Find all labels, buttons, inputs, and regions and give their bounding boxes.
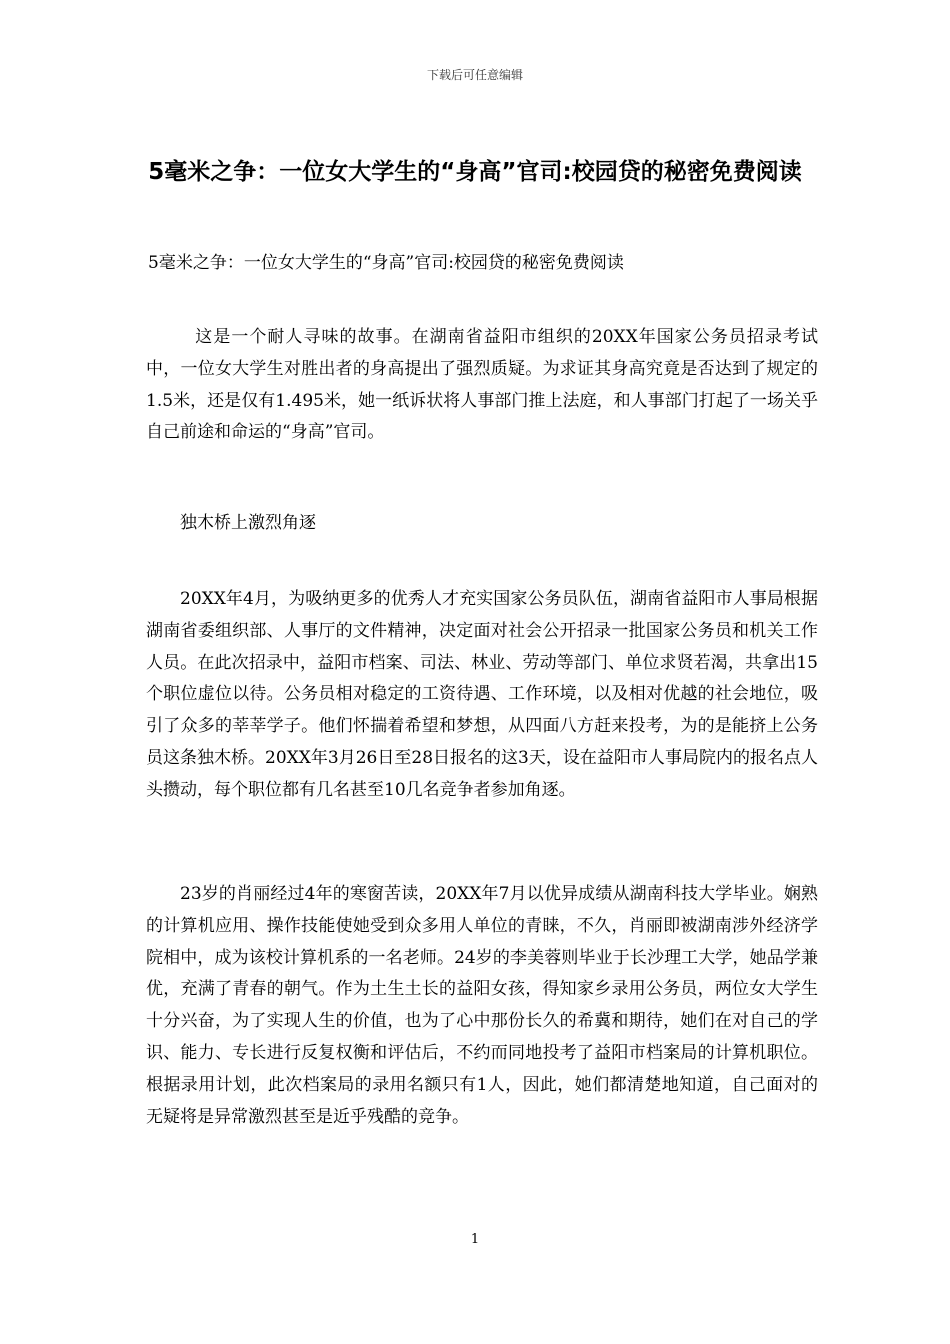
document-subtitle: 5毫米之争：一位女大学生的“身高”官司:校园贷的秘密免费阅读 (148, 253, 624, 273)
paragraph-candidates: 23岁的肖丽经过4年的寒窗苦读，20XX年7月以优异成绩从湖南科技大学毕业。娴熟的计算机应用、操作技能使她受到众多用人单位的青睐，不久，肖丽即被湖南涉外经济学院相中，成为该校计算机系的一名老师。24岁的李美蓉则毕业于长沙理工大学，她品学兼优，充满了青春的朝气。作为土生土长的益阳女孩，得知家乡录用公务员，两位女大学生十分兴奋，为了实现人生的价值，也为了心中那份长久的希冀和期待，她们在对自己的学识、能力、专长进行反复权衡和评估后，不约而同地投考了益阳市档案局的计算机职位。根据录用计划，此次档案局的录用名额只有1人，因此，她们都清楚地知道，自己面对的无疑将是异常激烈甚至是近乎残酷的竞争。 (146, 884, 818, 1127)
header-note: 下载后可任意编辑 (426, 68, 523, 82)
paragraph-intro: 这是一个耐人寻味的故事。在湖南省益阳市组织的20XX年国家公务员招录考试中，一位女大学生对胜出者的身高提出了强烈质疑。为求证其身高究竟是否达到了规定的1.5米，还是仅有1.495米，她一纸诉状将人事部门推上法庭，和人事部门打起了一场关乎自己前途和命运的“身高”官司。 (146, 327, 818, 443)
page-number: 1 (470, 1232, 480, 1247)
document-title: 5毫米之争：一位女大学生的“身高”官司:校园贷的秘密免费阅读 (148, 159, 802, 185)
section-heading: 独木桥上激烈角逐 (180, 513, 316, 533)
paragraph-recruitment: 20XX年4月，为吸纳更多的优秀人才充实国家公务员队伍，湖南省益阳市人事局根据湖南省委组织部、人事厅的文件精神，决定面对社会公开招录一批国家公务员和机关工作人员。在此次招录中，益阳市档案、司法、林业、劳动等部门、单位求贤若渴，共拿出15个职位虚位以待。公务员相对稳定的工资待遇、工作环境，以及相对优越的社会地位，吸引了众多的莘莘学子。他们怀揣着希望和梦想，从四面八方赶来投考，为的是能挤上公务员这条独木桥。20XX年3月26日至28日报名的这3天，设在益阳市人事局院内的报名点人头攒动，每个职位都有几名甚至10几名竞争者参加角逐。 (146, 589, 818, 800)
